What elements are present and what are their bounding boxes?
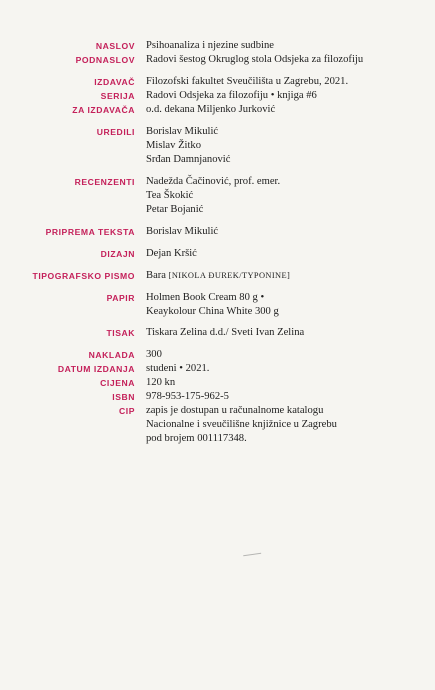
priprema-teksta-label: PRIPREMA TEKSTA bbox=[45, 227, 135, 237]
naslov-label: NASLOV bbox=[95, 41, 135, 51]
cijena-label: CIJENA bbox=[100, 378, 135, 388]
papir-values bbox=[146, 291, 279, 319]
typeface-designer: [NIKOLA ĐUREK/TYPONINE] bbox=[168, 271, 291, 280]
typeface-name: Bara bbox=[146, 270, 166, 281]
dizajn-value: Dejan Kršić bbox=[146, 248, 197, 259]
naslov-value: Psihoanaliza i njezine sudbine bbox=[146, 40, 274, 51]
naklada-value: 300 bbox=[146, 349, 162, 360]
tisak-label: TISAK bbox=[106, 328, 135, 338]
tipografsko-pismo-label: TIPOGRAFSKO PISMO bbox=[32, 271, 135, 281]
datum-izdanja-value: studeni • 2021. bbox=[146, 363, 210, 374]
paper-type: Holmen Book Cream 80 g • bbox=[146, 292, 265, 303]
tisak-value: Tiskara Zelina d.d./ Sveti Ivan Zelina bbox=[146, 327, 305, 338]
isbn-label: ISBN bbox=[112, 392, 135, 402]
dizajn-label: DIZAJN bbox=[100, 249, 135, 259]
uredili-label: UREDILI bbox=[96, 127, 135, 137]
cip-line: pod brojem 001117348. bbox=[146, 433, 247, 444]
cip-label: CIP bbox=[119, 406, 135, 416]
isbn-value: 978-953-175-962-5 bbox=[146, 391, 229, 402]
tipografsko-pismo-value bbox=[146, 269, 290, 283]
podnaslov-label: PODNASLOV bbox=[75, 55, 135, 65]
serija-label: SERIJA bbox=[100, 91, 135, 101]
recenzenti-label: RECENZENTI bbox=[74, 177, 135, 187]
serija-value: Radovi Odsjeka za filozofiju • knjiga #6 bbox=[146, 90, 317, 101]
datum-izdanja-label: DATUM IZDANJA bbox=[57, 364, 135, 374]
za-izdavaca-label: ZA IZDAVAČA bbox=[72, 105, 135, 115]
izdavac-value: Filozofski fakultet Sveučilišta u Zagrebu, 2021. bbox=[146, 76, 349, 87]
uredili-name: Mislav Žitko bbox=[146, 140, 202, 151]
priprema-teksta-value: Borislav Mikulić bbox=[146, 226, 219, 237]
recenzent-name: Nadežda Čačinović, prof. emer. bbox=[146, 176, 281, 187]
recenzent-name: Tea Škokić bbox=[146, 190, 194, 201]
cip-line: Nacionalne i sveučilišne knjižnice u Zagrebu bbox=[146, 419, 337, 430]
naklada-label: NAKLADA bbox=[88, 350, 135, 360]
uredili-name: Srđan Damnjanović bbox=[146, 154, 231, 165]
paper-type: Keaykolour China White 300 g bbox=[146, 306, 279, 317]
cip-line: zapis je dostupan u računalnome katalogu bbox=[146, 405, 324, 416]
cip-values bbox=[146, 404, 337, 446]
pencil-mark bbox=[243, 550, 261, 556]
papir-label: PAPIR bbox=[106, 293, 135, 303]
izdavac-label: IZDAVAČ bbox=[94, 77, 135, 87]
recenzenti-values bbox=[146, 175, 280, 217]
za-izdavaca-value: o.d. dekana Miljenko Jurković bbox=[146, 104, 276, 115]
recenzent-name: Petar Bojanić bbox=[146, 204, 204, 215]
cijena-value: 120 kn bbox=[146, 377, 176, 388]
uredili-values bbox=[146, 125, 230, 167]
uredili-name: Borislav Mikulić bbox=[146, 126, 219, 137]
podnaslov-value: Radovi šestog Okruglog stola Odsjeka za filozofiju bbox=[146, 54, 364, 65]
